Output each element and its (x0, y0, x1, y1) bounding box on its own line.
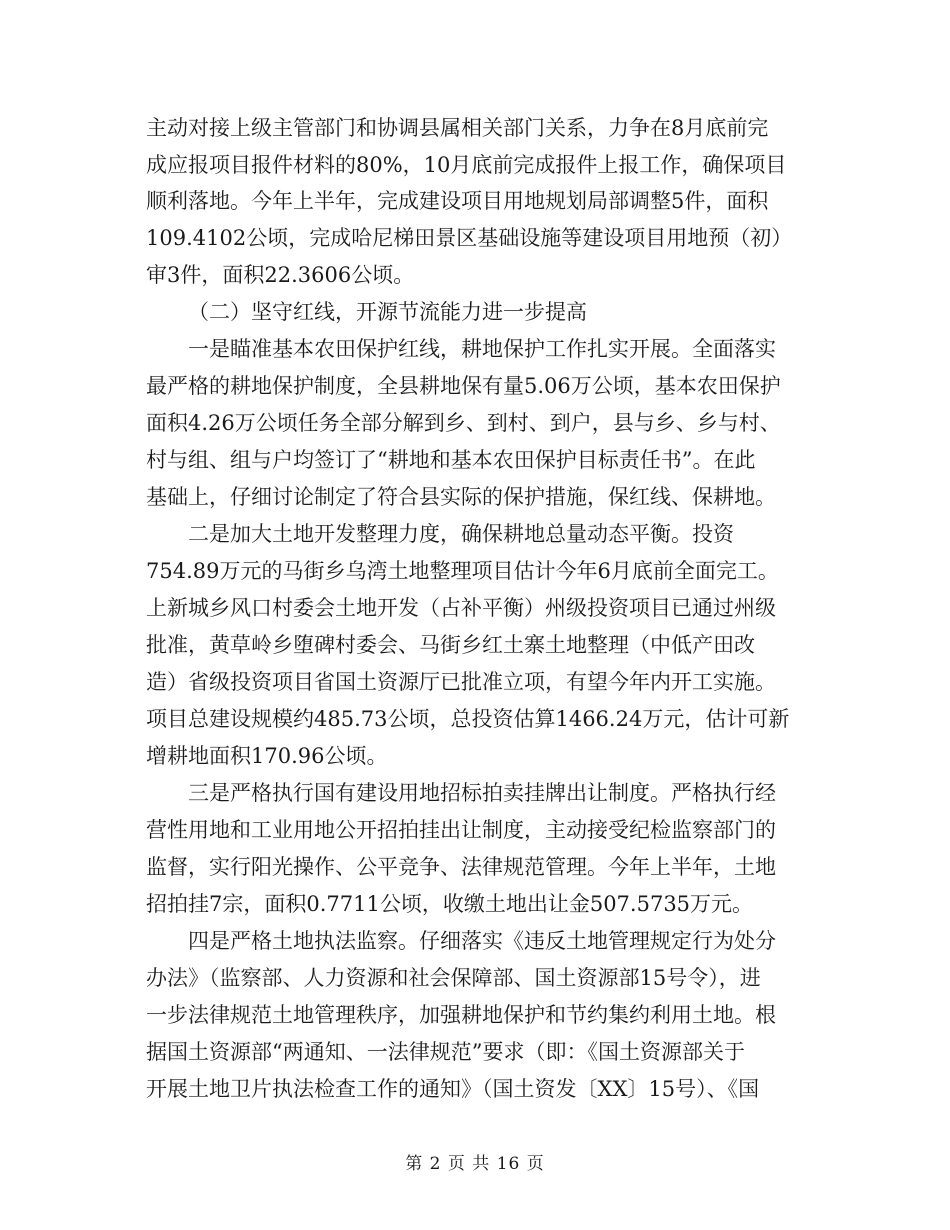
text-line: 批准，黄草岭乡堕碑村委会、马街乡红土寨土地整理（中低产田改 (146, 633, 755, 657)
text-line: 一步法律规范土地管理秩序，加强耕地保护和节约集约利用土地。根 (146, 1003, 776, 1027)
text-line: 顺利落地。今年上半年，完成建设项目用地规划局部调整5件，面积 (146, 189, 769, 213)
text-line: 造）省级投资项目省国土资源厅已批准立项，有望今年内开工实施。 (146, 670, 776, 694)
text-line: 基础上，仔细讨论制定了符合县实际的保护措施，保红线、保耕地。 (146, 485, 776, 509)
text-line: 营性用地和工业用地公开招拍挂出让制度，主动接受纪检监察部门的 (146, 818, 776, 842)
text-line: 最严格的耕地保护制度，全县耕地保有量5.06万公顷，基本农田保护 (146, 374, 781, 398)
text-line: 主动对接上级主管部门和协调县属相关部门关系，力争在8月底前完 (146, 116, 769, 140)
text-line: 项目总建设规模约485.73公顷，总投资估算1466.24万元，估计可新 (146, 707, 790, 731)
text-line: 招拍挂7宗，面积0.7711公顷，收缴土地出让金507.5735万元。 (146, 892, 754, 916)
text-line: 二是加大土地开发整理力度，确保耕地总量动态平衡。投资 (188, 522, 734, 546)
text-line: 村与组、组与户均签订了“耕地和基本农田保护目标责任书”。在此 (146, 448, 756, 472)
text-line: 监督，实行阳光操作、公平竞争、法律规范管理。今年上半年，土地 (146, 855, 776, 879)
text-line: 一是瞄准基本农田保护红线，耕地保护工作扎实开展。全面落实 (188, 337, 776, 361)
text-line: 成应报项目报件材料的80%，10月底前完成报件上报工作，确保项目 (146, 153, 787, 177)
text-line: 据国土资源部“两通知、一法律规范”要求（即：《国土资源部关于 (146, 1040, 745, 1064)
text-line: 审3件，面积22.3606公顷。 (146, 263, 415, 287)
text-line: 754.89万元的马街乡乌湾土地整理项目估计今年6月底前全面完工。 (146, 559, 779, 583)
text-line: 增耕地面积170.96公顷。 (146, 744, 388, 768)
text-line: 上新城乡风口村委会土地开发（占补平衡）州级投资项目已通过州级 (146, 596, 776, 620)
section-heading: （二）坚守红线，开源节流能力进一步提高 (188, 300, 587, 324)
text-line: 109.4102公顷，完成哈尼梯田景区基础设施等建设项目用地预（初） (146, 226, 793, 250)
page-number-footer: 第 2 页 共 16 页 (405, 1154, 545, 1174)
text-line: 办法》（监察部、人力资源和社会保障部、国土资源部15号令），进 (146, 966, 761, 990)
text-line: 三是严格执行国有建设用地招标拍卖挂牌出让制度。严格执行经 (188, 781, 776, 805)
text-line: 面积4.26万公顷任务全部分解到乡、到村、到户，县与乡、乡与村、 (146, 411, 781, 435)
text-line: 四是严格土地执法监察。仔细落实《违反土地管理规定行为处分 (188, 929, 776, 953)
text-line: 开展土地卫片执法检查工作的通知》（国土资发〔XX〕15号）、《国 (146, 1077, 760, 1101)
